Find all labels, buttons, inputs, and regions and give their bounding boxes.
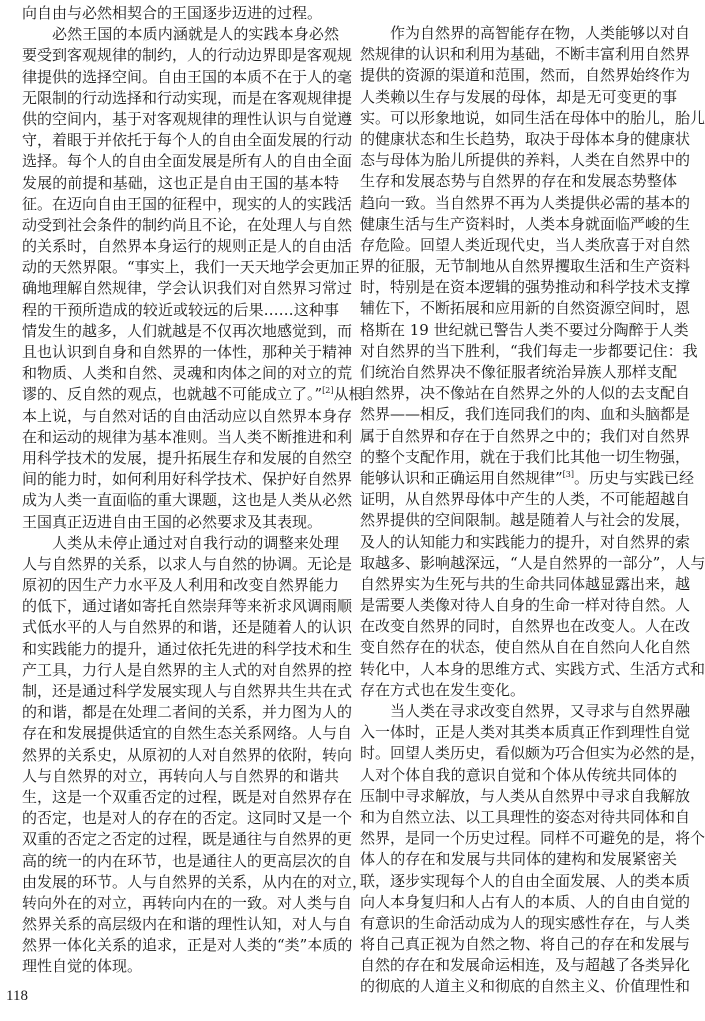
text-line: 提供的资源的渠道和范围，然而，自然界始终作为 (360, 66, 691, 85)
text-line: 当人类在寻求改变自然界，又寻求与自然界融 (390, 702, 691, 720)
text-line: 制，还是通过科学发展实现人与自然界共生共在式 (22, 682, 353, 700)
text-line: 作为自然界的高智能存在物，人类能够以对自 (390, 24, 691, 42)
text-line: 存在和发展提供适宜的自然生态关系网络。人与自 (22, 724, 353, 743)
text-line: 的健康状态和生长趋势，取决于母体本身的健康状 (360, 129, 691, 148)
text-line: 理性自觉的体现。 (22, 957, 143, 976)
text-line: 入一体时，正是人类对其类本质真正作到理性自觉 (360, 723, 691, 742)
text-line: 转化中，人本身的思维方式、实践方式、生活方式和 (360, 659, 705, 678)
text-line: 式低水平的人与自然界的和谐，还是随着人的认识 (22, 618, 353, 637)
text-line: 时，特别是在资本逻辑的强势推动和科学技术支撑 (360, 278, 691, 297)
text-line: 谬的、反自然的观点，也就越不可能成立了。”[2]从根 (22, 385, 364, 404)
text-line: 征。在迈向自由王国的征程中，现实的人的实践活 (22, 194, 353, 213)
text-line: 存在方式也在发生变化。 (360, 680, 526, 699)
text-line: 向自由与必然相契合的王国逐步迈进的过程。 (22, 4, 323, 22)
text-line: 高的统一的内在环节，也是通往人的更高层次的自 (22, 851, 353, 870)
text-line: 人与自然界的关系，以求人与自然的协调。无论是 (22, 554, 353, 573)
left-column (22, 3, 368, 978)
text-line: 格斯在 19 世纪就已警告人类不要过分陶醉于人类 (360, 320, 689, 339)
text-line: 趋向一致。当自然界不再为人类提供必需的基本的 (360, 193, 691, 212)
page-number: 118 (6, 988, 28, 1004)
text-line: 的彻底的人道主义和彻底的自然主义、价值理性和 (360, 977, 691, 996)
text-line: 的否定，也是对人的存在的否定。这同时又是一个 (22, 809, 353, 828)
text-line: 人对个体自我的意识自觉和个体从传统共同体的 (360, 765, 677, 784)
text-line: 然界的关系史，从原初的人对自然界的依附，转向 (22, 745, 353, 764)
text-line: 和实践能力的提升，通过依托先进的科学技术和生 (22, 639, 353, 658)
text-line: 成为人类一直面临的重大课题，这也是人类从必然 (22, 491, 353, 510)
text-line: 守，着眼于并依托于每个人的自由全面发展的行动 (22, 131, 353, 150)
text-line: 自然的存在和发展命运相连，及与超越了各类异化 (360, 956, 691, 975)
text-line: 界的征服，无节制地从自然界攫取生活和生产资料 (360, 257, 691, 276)
text-line: 双重的否定之否定的过程，既是通往与自然界的更 (22, 830, 353, 849)
text-line: 自然界实为生死与共的生命共同体越显露出来，越 (360, 574, 691, 593)
text-line: 要受到客观规律的制约，人的行动边界即是客观规 (22, 46, 353, 65)
text-line: 们统治自然界决不像征服者统治异族人那样支配 (360, 363, 677, 381)
text-line: 在改变自然界的同时，自然界也在改变人。人在改 (360, 617, 691, 636)
citation-mark: [3] (562, 469, 575, 479)
text-line: 健康生活与生产资料时，人类本身就面临严峻的生 (360, 214, 691, 233)
text-line: 自然界，决不像站在自然界之外的人似的去支配自 (360, 384, 691, 403)
text-line: 压制中寻求解放，与人类从自然界中寻求自我解放 (360, 786, 691, 805)
text-line: 无限制的行动选择和行动实现，而是在客观规律提 (22, 88, 353, 107)
text-line: 的整个支配作用，就在于我们比其他一切生物强， (360, 447, 691, 466)
text-line: 用科学技术的发展，提升拓展生存和发展的自然空 (22, 448, 353, 467)
text-line: 态与母体为胎儿所提供的养料，人类在自然界中的 (360, 151, 691, 170)
text-line: 向人本身复归和人占有人的本质、人的自由自觉的 (360, 892, 691, 911)
text-line: 然界关系的高层级内在和谐的理性认知，对人与自 (22, 915, 353, 934)
right-column (360, 23, 705, 998)
text-line: 然界一体化关系的追求，正是对人类的“类”本质的 (22, 936, 353, 955)
text-line: 的关系时，自然界本身运行的规则正是人的自由活 (22, 237, 353, 256)
text-line: 辅佐下，不断拓展和应用新的自然资源空间时，恩 (360, 299, 691, 318)
citation-mark: [2] (322, 386, 334, 396)
text-line: 间的能力时，如何利用好科学技术、保护好自然界 (22, 470, 353, 489)
text-line: 和为自然立法、以工具理性的姿态对待共同体和自 (360, 807, 691, 826)
text-line: 然规律的认识和利用为基础，不断丰富利用自然界 (360, 45, 691, 64)
text-line: 且也认识到自身和自然界的一体性，那种关于精神 (22, 343, 353, 361)
text-line: 变自然存在的状态，使自然从自在自然向人化自然 (360, 638, 691, 657)
text-line: 转向外在的对立，再转向内在的一致。对人类与自 (22, 893, 353, 912)
text-line: 体人的存在和发展与共同体的建构和发展紧密关 (360, 850, 677, 869)
text-line: 必然王国的本质内涵就是人的实践本身必然 (52, 25, 339, 44)
text-line: 取越多、影响越深远，“人是自然界的一部分”，人与 (360, 553, 705, 572)
text-line: 动受到社会条件的制约尚且不论，在处理人与自然 (22, 215, 353, 234)
text-line: 联，逐步实现每个人的自由全面发展、人的类本质 (360, 871, 691, 890)
text-line: 将自己真正视为自然之物、将自己的存在和发展与 (360, 935, 691, 954)
text-line: 生，这是一个双重否定的过程，既是对自然界存在 (22, 787, 353, 806)
text-line: 王国真正迈进自由王国的必然要求及其表现。 (22, 512, 323, 531)
text-line: 和物质、人类和自然、灵魂和肉体之间的对立的荒 (22, 364, 353, 383)
text-line: 程的干预所造成的较近或较远的后果……这种事 (22, 300, 339, 319)
text-line: 供的空间内，基于对客观规律的理性认识与自觉遵 (22, 109, 353, 128)
text-line: 然界，是同一个历史过程。同样不可避免的是，将个 (360, 829, 705, 848)
text-line: 本上说，与自然对话的自由活动应以自然界本身存 (22, 406, 353, 425)
text-line: 及人的认知能力和实践能力的提升，对自然界的索 (360, 532, 691, 551)
text-line: 确地理解自然规律，学会认识我们对自然界习常过 (22, 279, 353, 298)
text-line: 能够认识和正确运用自然规律”[3]。历史与实践已经 (360, 468, 695, 487)
text-line: 属于自然界和存在于自然界之中的；我们对自然界 (360, 426, 691, 445)
text-line: 人类赖以生存与发展的母体，却是无可变更的事 (360, 87, 677, 106)
text-line: 情发生的越多，人们就越是不仅再次地感觉到，而 (22, 321, 353, 340)
text-line: 存危险。回望人类近现代史，当人类欣喜于对自然 (360, 235, 691, 254)
text-line: 发展的前提和基础，这也正是自由王国的基本特 (22, 173, 339, 192)
text-line: 的低下，通过诸如寄托自然崇拜等来祈求风调雨顺 (22, 597, 353, 616)
text-line: 实。可以形象地说，如同生活在母体中的胎儿，胎儿 (360, 108, 705, 127)
text-line: 由发展的环节。人与自然界的关系，从内在的对立， (22, 872, 368, 891)
text-line: 选择。每个人的自由全面发展是所有人的自由全面 (22, 152, 353, 171)
text-line: 动的天然界限。“事实上，我们一天天地学会更加正 (22, 258, 360, 277)
text-line: 证明，从自然界母体中产生的人类，不可能超越自 (360, 490, 691, 509)
text-line: 对自然界的当下胜利，“我们每走一步都要记住：我 (360, 341, 698, 360)
text-line: 产工具，力行人是自然界的主人式的对自然界的控 (22, 660, 353, 679)
text-line: 然界——相反，我们连同我们的肉、血和头脑都是 (360, 405, 691, 424)
text-line: 在和运动的规律为基本准则。当人类不断推进和利 (22, 427, 353, 446)
text-line: 原初的因生产力水平及人利用和改变自然界能力 (22, 576, 339, 595)
text-line: 时。回望人类历史，看似颇为巧合但实为必然的是， (360, 744, 705, 763)
text-line: 人与自然界的对立，再转向人与自然界的和谐共 (22, 766, 339, 785)
text-line: 是需要人类像对待人自身的生命一样对待自然。人 (360, 596, 691, 615)
text-line: 律提供的选择空间。自由王国的本质不在于人的毫 (22, 67, 353, 86)
text-line: 生存和发展态势与自然界的存在和发展态势整体 (360, 172, 677, 191)
text-line: 人类从未停止通过对自我行动的调整来处理 (52, 533, 339, 552)
text-line: 有意识的生命活动成为人的现实感性存在，与人类 (360, 913, 691, 932)
text-line: 然界提供的空间限制。越是随着人与社会的发展， (360, 511, 691, 530)
text-line: 的和谐，都是在处理二者间的关系，并力图为人的 (22, 703, 353, 722)
